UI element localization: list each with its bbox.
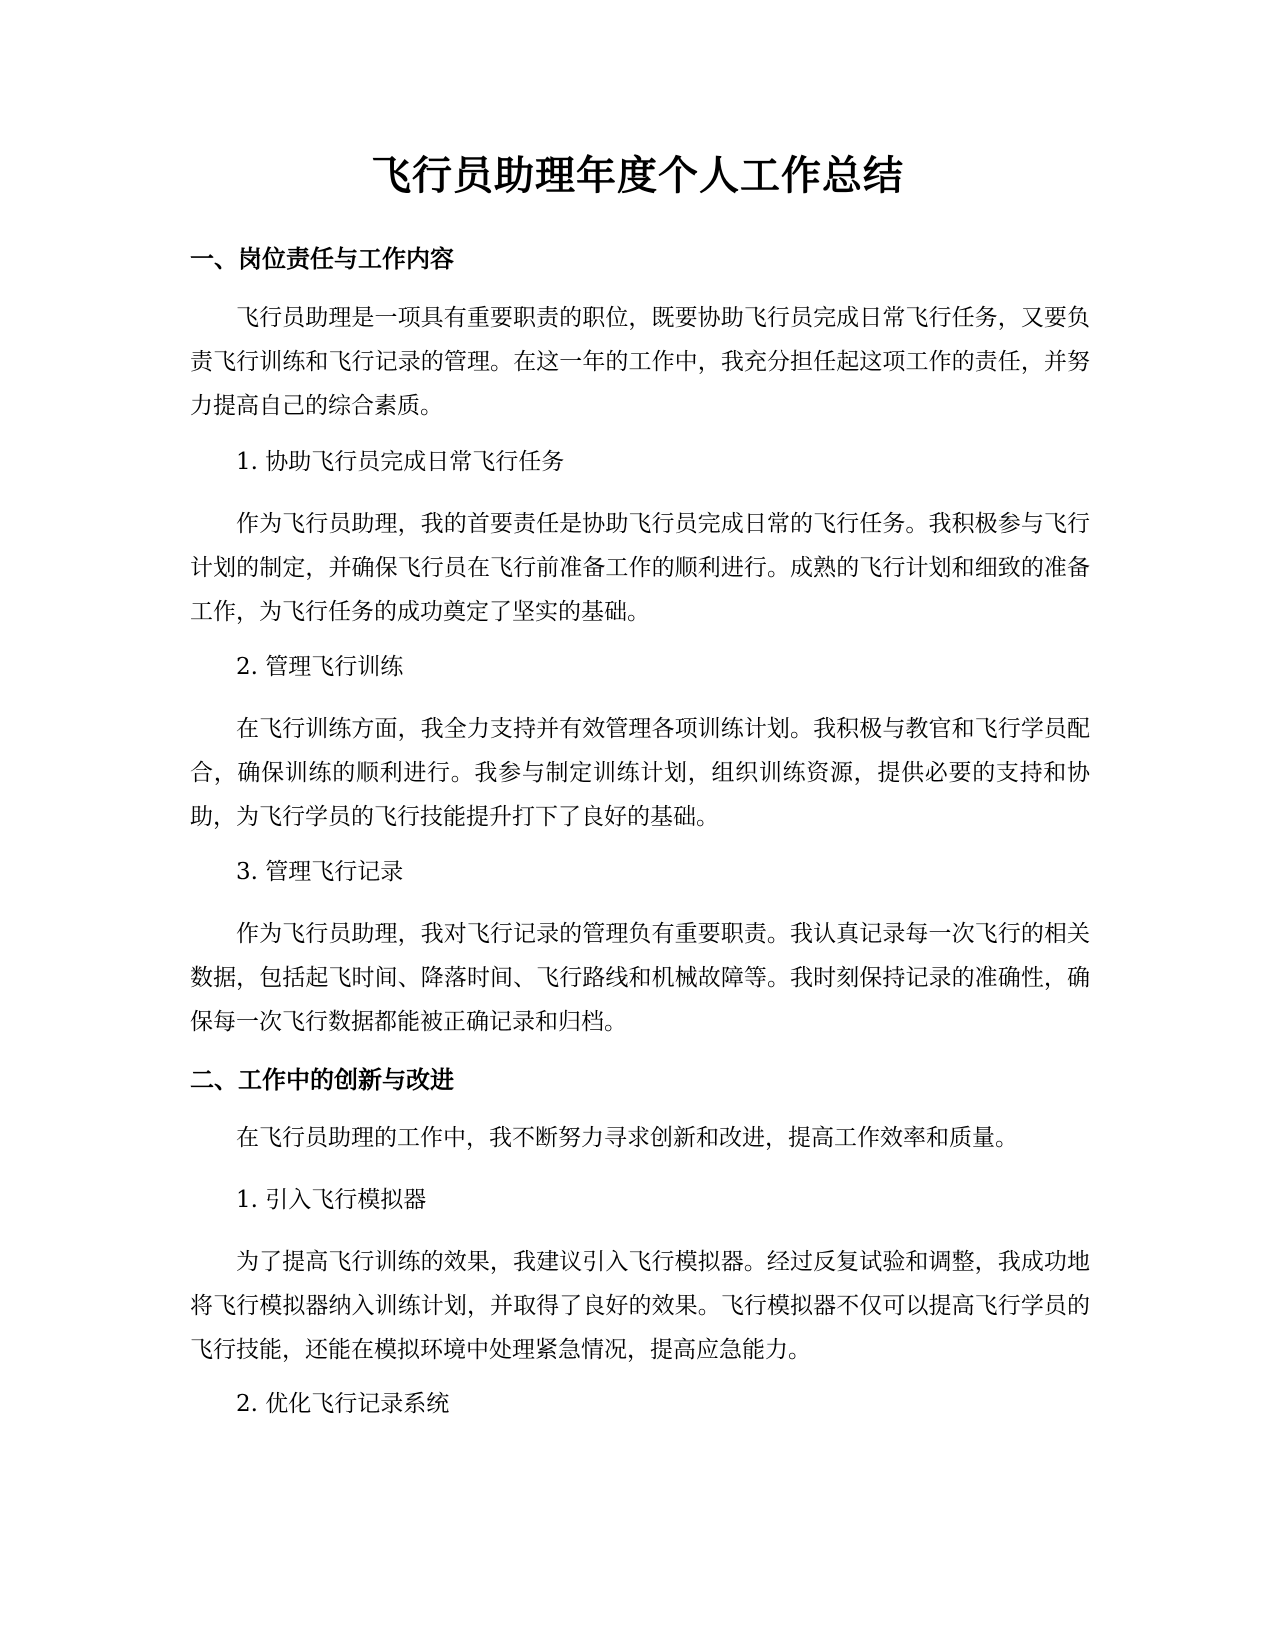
section2-heading: 二、工作中的创新与改进 — [190, 1066, 454, 1094]
section1-item3-paragraph: 作为飞行员助理，我对飞行记录的管理负有重要职责。我认真记录每一次飞行的相关数据，包括起飞时间、降落时间、飞行路线和机械故障等。我时刻保持记录的准确性，确保每一次飞行数据都能被正确记录和归档。 — [190, 921, 1090, 1035]
section1-item3-title: 3. 管理飞行记录 — [236, 859, 404, 885]
section1-item2-title: 2. 管理飞行训练 — [236, 654, 404, 680]
section1-heading: 一、岗位责任与工作内容 — [190, 245, 454, 273]
section2-item2-title: 2. 优化飞行记录系统 — [236, 1391, 450, 1417]
document-title: 飞行员助理年度个人工作总结 — [371, 153, 904, 199]
section1-intro-paragraph: 飞行员助理是一项具有重要职责的职位，既要协助飞行员完成日常飞行任务，又要负责飞行训练和飞行记录的管理。在这一年的工作中，我充分担任起这项工作的责任，并努力提高自己的综合素质。 — [190, 305, 1090, 419]
section2-intro-paragraph: 在飞行员助理的工作中，我不断努力寻求创新和改进，提高工作效率和质量。 — [236, 1125, 1018, 1151]
section1-item1-paragraph: 作为飞行员助理，我的首要责任是协助飞行员完成日常的飞行任务。我积极参与飞行计划的制定，并确保飞行员在飞行前准备工作的顺利进行。成熟的飞行计划和细致的准备工作，为飞行任务的成功奠定了坚实的基础。 — [190, 511, 1090, 625]
section2-item1-title: 1. 引入飞行模拟器 — [236, 1187, 427, 1213]
section2-item1-paragraph: 为了提高飞行训练的效果，我建议引入飞行模拟器。经过反复试验和调整，我成功地将飞行模拟器纳入训练计划，并取得了良好的效果。飞行模拟器不仅可以提高飞行学员的飞行技能，还能在模拟环境中处理紧急情况，提高应急能力。 — [190, 1249, 1090, 1363]
section1-item2-paragraph: 在飞行训练方面，我全力支持并有效管理各项训练计划。我积极与教官和飞行学员配合，确保训练的顺利进行。我参与制定训练计划，组织训练资源，提供必要的支持和协助，为飞行学员的飞行技能提升打下了良好的基础。 — [190, 716, 1090, 830]
section1-item1-title: 1. 协助飞行员完成日常飞行任务 — [236, 449, 565, 475]
